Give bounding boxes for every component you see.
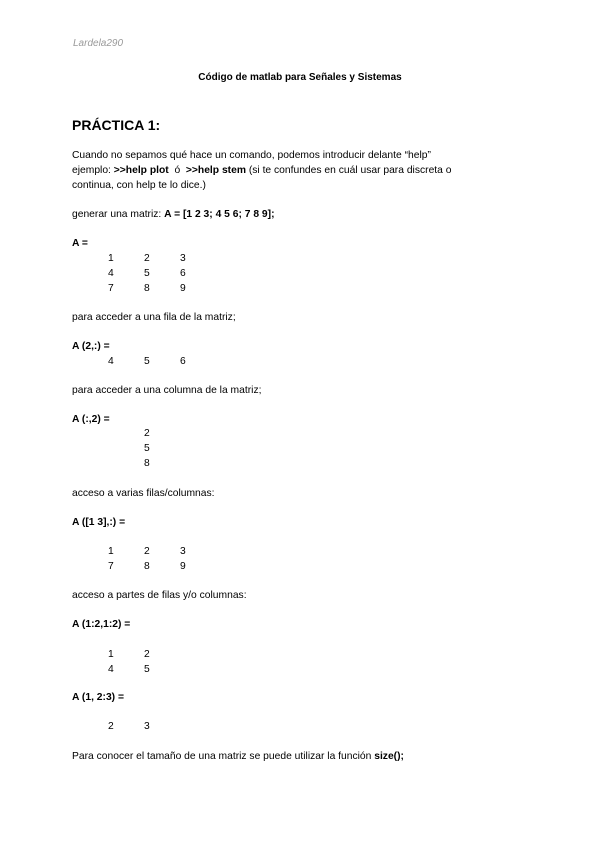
matrix-cell: 3 <box>180 253 186 264</box>
matrix-cell: 7 <box>108 561 114 572</box>
partial-access-text: acceso a partes de filas y/o columnas: <box>72 590 247 601</box>
section-heading: PRÁCTICA 1: <box>72 117 161 133</box>
matrix-cell: 5 <box>144 443 150 454</box>
intro-line-3: continua, con help te lo dice.) <box>72 180 206 191</box>
matrix-cell: 4 <box>108 356 114 367</box>
matrix-cell: 7 <box>108 283 114 294</box>
matrix-cell: 8 <box>144 458 150 469</box>
help-plot-command: >>help plot <box>113 165 169 176</box>
matrix-cell: 6 <box>180 268 186 279</box>
intro-line-2: ejemplo: >>help plot ó >>help stem (si te confundes en cuál usar para discreta o <box>72 165 452 176</box>
matrix-cell: 8 <box>144 283 150 294</box>
row-access-label: A (2,:) = <box>72 341 110 352</box>
document-title: Código de matlab para Señales y Sistemas <box>198 72 402 83</box>
matrix-cell: 2 <box>144 253 150 264</box>
matrix-cell: 1 <box>108 253 114 264</box>
matrix-cell: 5 <box>144 268 150 279</box>
matrix-cell: 5 <box>144 664 150 675</box>
column-access-text: para acceder a una columna de la matriz; <box>72 385 262 396</box>
matrix-cell: 4 <box>108 664 114 675</box>
matrix-cell: 3 <box>144 721 150 732</box>
partial-access-label: A (1:2,1:2) = <box>72 619 131 630</box>
matrix-cell: 9 <box>180 561 186 572</box>
size-function-line: Para conocer el tamaño de una matriz se puede utilizar la función size(); <box>72 751 404 762</box>
matrix-cell: 6 <box>180 356 186 367</box>
multi-access-label: A ([1 3],:) = <box>72 517 126 528</box>
matrix-a-label: A = <box>72 238 88 249</box>
matrix-cell: 2 <box>144 546 150 557</box>
size-command: size(); <box>374 751 404 762</box>
matrix-cell: 2 <box>144 428 150 439</box>
matrix-cell: 3 <box>180 546 186 557</box>
matrix-cell: 1 <box>108 546 114 557</box>
matrix-definition-command: A = [1 2 3; 4 5 6; 7 8 9]; <box>164 209 275 220</box>
matrix-cell: 2 <box>108 721 114 732</box>
matrix-cell: 4 <box>108 268 114 279</box>
matrix-cell: 9 <box>180 283 186 294</box>
matrix-cell: 8 <box>144 561 150 572</box>
help-stem-command: >>help stem <box>185 165 246 176</box>
intro-line-1: Cuando no sepamos qué hace un comando, podemos introducir delante “help” <box>72 150 431 161</box>
slice-access-label: A (1, 2:3) = <box>72 692 124 703</box>
column-access-label: A (:,2) = <box>72 414 110 425</box>
matrix-cell: 2 <box>144 649 150 660</box>
row-access-text: para acceder a una fila de la matriz; <box>72 312 236 323</box>
generate-matrix-line: generar una matriz: A = [1 2 3; 4 5 6; 7 8 9]; <box>72 209 275 220</box>
multi-access-text: acceso a varias filas/columnas: <box>72 488 215 499</box>
matrix-cell: 5 <box>144 356 150 367</box>
watermark: Lardela290 <box>73 38 124 49</box>
matrix-cell: 1 <box>108 649 114 660</box>
